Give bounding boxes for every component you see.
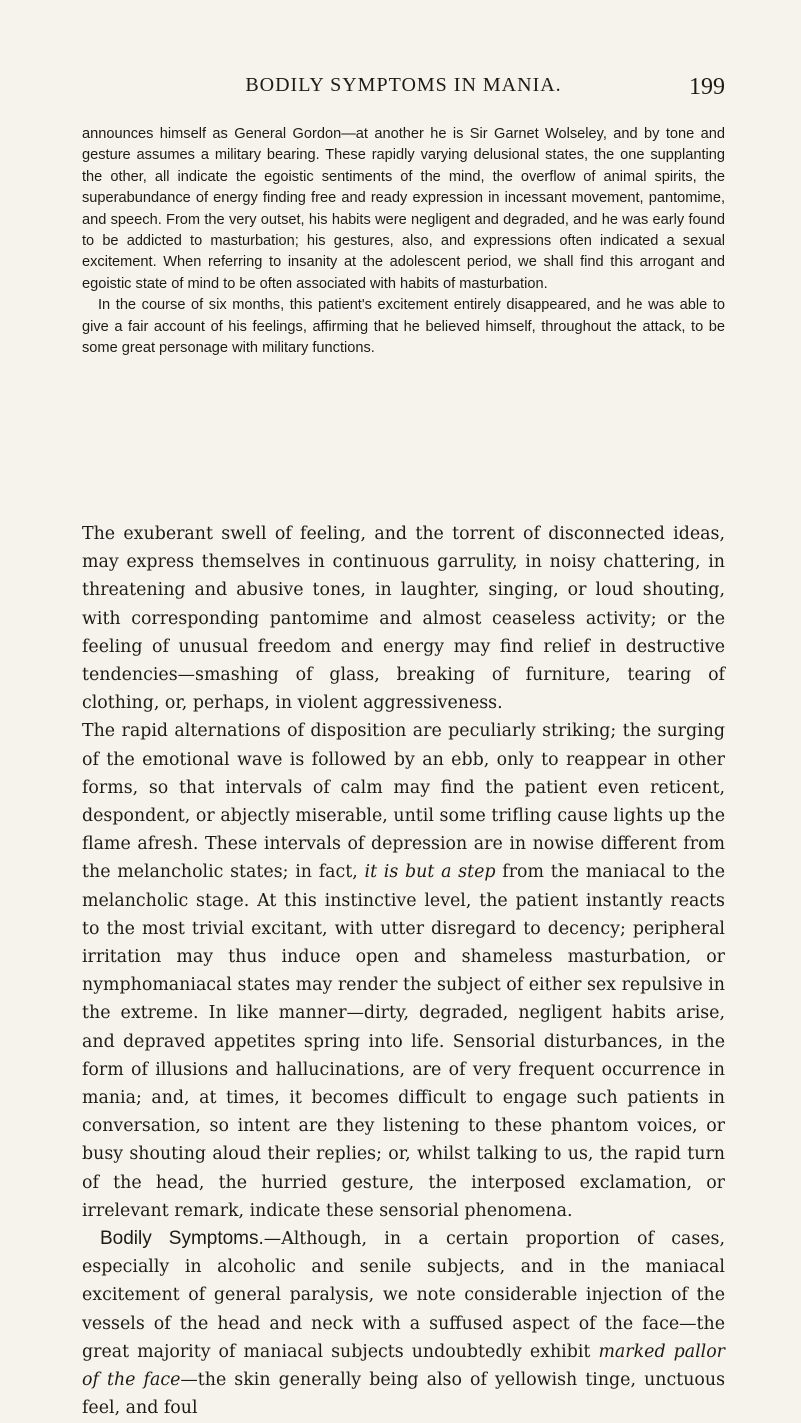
body-text <box>82 520 725 1423</box>
case-paragraph-2: In the course of six months, this patient's excitement entirely disappeared, and he was able to give a fair account of his feelings, affirming that he believed himself, throughout the attack, to be some great personage with military functions. <box>82 297 725 357</box>
page-number: 199 <box>689 74 725 100</box>
running-title: BODILY SYMPTOMS IN MANIA. <box>245 74 562 96</box>
body-paragraph-2-part-a: The rapid alternations of disposition are peculiarly striking; the surging of the emotional wave is followed by an ebb, only to reappear in other forms, so that intervals of calm may find the patient even reticent, despondent, or abjectly miserable, until some trifling cause lights up the flame afresh. These intervals of depression are in nowise different from the melancholic states; in fact, <box>82 721 725 883</box>
body-paragraph-2-part-b: from the maniacal to the melancholic stage. At this instinctive level, the patient instantly reacts to the most trivial excitant, with utter disregard to decency; peripheral irritation may thus induce open and shameless masturbation, or nymphomaniacal states may render the subject of either sex repulsive in the extreme. In like manner—dirty, degraded, negligent habits arise, and depraved appetites spring into life. Sensorial disturbances, in the form of illusions and hallucinations, are of very frequent occurrence in mania; and, at times, it becomes difficult to engage such patients in conversation, so intent are they listening to these phantom voices, or busy shouting aloud their replies; or, whilst talking to us, the rapid turn of the head, the hurried gesture, the interposed exclamation, or irrelevant remark, indicate these sensorial phenomena. <box>82 862 725 1221</box>
body-paragraph-3-emphasis: marked pallor of the face <box>82 1341 725 1391</box>
body-paragraph-2-emphasis: it is but a step <box>364 862 496 883</box>
case-paragraph-1: announces himself as General Gordon—at another he is Sir Garnet Wolseley, and by tone and gesture assumes a military bearing. These rapidly varying delusional states, the one supplanting the other, all indicate the egoistic sentiments of the mind, the overflow of animal spirits, the superabundance of energy finding free and ready expression in incessant movement, pantomime, and speech. From the very outset, his habits were negligent and degraded, and he was early found to be addicted to masturbation; his gestures, also, and expressions often indicated a sexual excitement. When referring to insanity at the adolescent period, we shall find this arrogant and egoistic state of mind to be often associated with habits of masturbation. <box>82 126 725 292</box>
body-paragraph-1: The exuberant swell of feeling, and the torrent of disconnected ideas, may express themselves in continuous garrulity, in noisy chattering, in threatening and abusive tones, in laughter, singing, or loud shouting, with corresponding pantomime and almost ceaseless activity; or the feeling of unusual freedom and energy may find relief in destructive tendencies—smashing of glass, breaking of furniture, tearing of clothing, or, perhaps, in violent aggressiveness. <box>82 524 725 714</box>
body-paragraph-3 <box>82 1225 725 1422</box>
running-head <box>82 74 725 104</box>
body-paragraph-3-part-b: —the skin generally being also of yellowish tinge, unctuous feel, and foul <box>82 1370 725 1419</box>
case-note-text <box>82 124 725 359</box>
body-paragraph-3-part-a: —Although, in a certain proportion of cases, especially in alcoholic and senile subjects, and in the maniacal excitement of general paralysis, we note considerable injection of the vessels of the head and neck with a suffused aspect of the face—the great majority of maniacal subjects undoubtedly exhibit <box>82 1229 725 1362</box>
section-heading: Bodily Symptoms. <box>100 1228 264 1250</box>
body-paragraph-2 <box>82 717 725 1225</box>
